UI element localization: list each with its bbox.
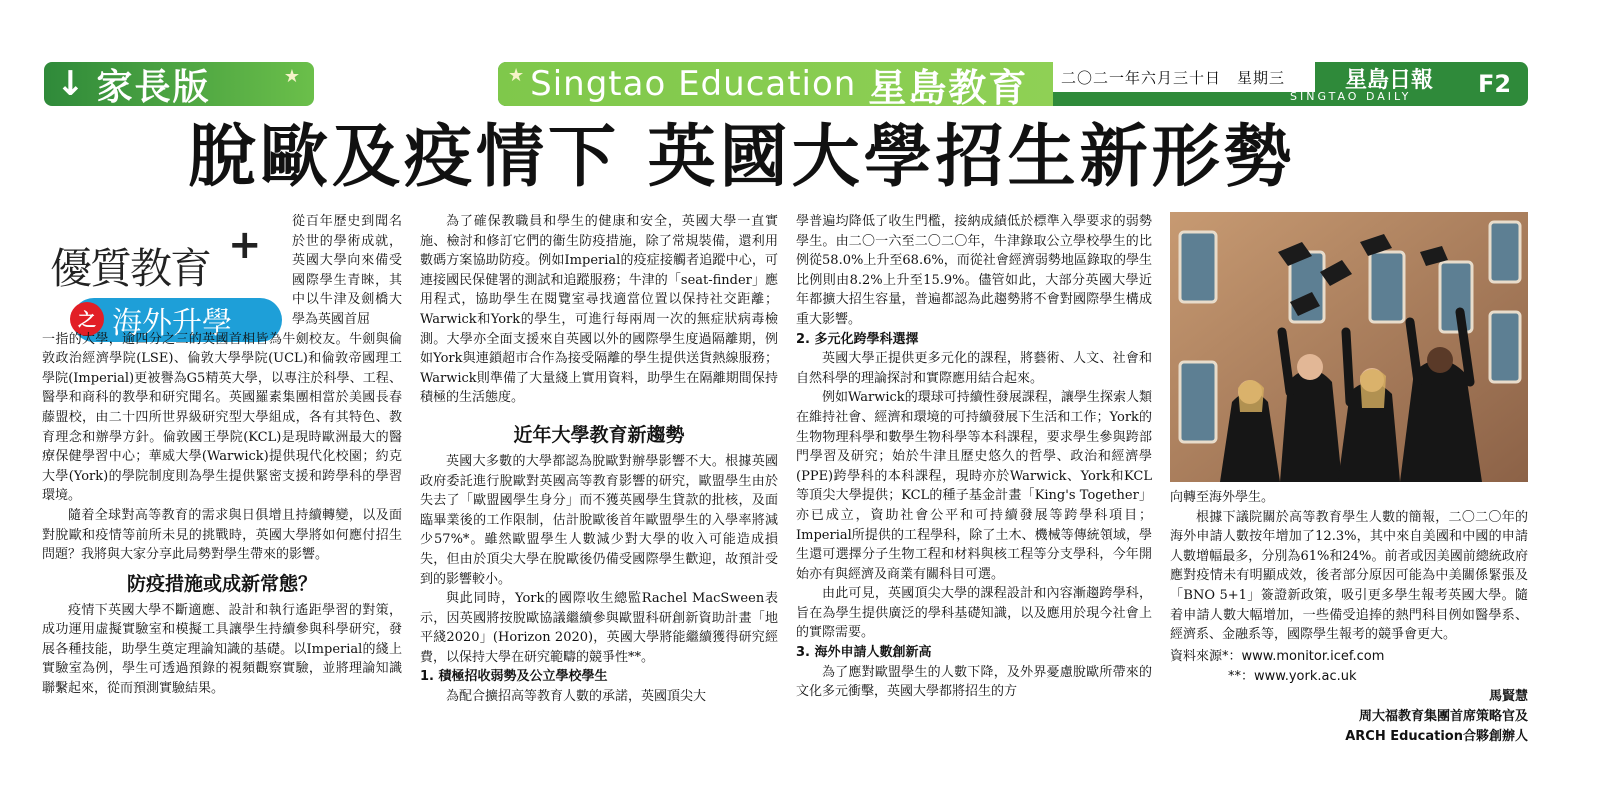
paragraph: 為了確保教職員和學生的健康和安全，英國大學一直實施、檢討和修訂它們的衞生防疫措施，除了常規裝備，還利用數碼方案協助防疫。例如Imperial的疫症接觸者追蹤中心，可連接國民保健署的測試和追蹤服務；牛津的「seat-finder」應用程式，協助學生在閱覽室尋找適當位置以保持社交距離；Warwick和York的學生，可進行每兩周一次的無症狀病毒檢測。大學亦全面支援來自英國以外的國際學生度過隔離期，例如York與連鎖超市合作為接受隔離的學生提供送貨熱線服務；Warwick則準備了大量綫上實用資料，助學生在隔離期間保持積極的生活態度。 — [420, 214, 778, 406]
star-icon: ★ — [283, 66, 302, 87]
paragraph: 向轉至海外學生。 — [1170, 490, 1275, 505]
paragraph: 一指的大學，逾四分之三的英國首相皆為牛劍校友。牛劍與倫敦政治經濟學院(LSE)、倫敦大學學院(UCL)和倫敦帝國理工學院(Imperial)更被譽為G5精英大學，以專注於科學、工程、醫學和商科的教學和研究聞名。英國羅素集團相當於美國長春藤盟校，由二十四所世界級研究型大學組成，各有其特色、教育理念和辦學方針。倫敦國王學院(KCL)是現時歐洲最大的醫療保健學習中心；華威大學(Warwick)提供現代化校園；約克大學(York)的學院制度則為學生提供緊密支援和跨學科的學習環境。 — [42, 331, 402, 504]
brand-english: Singtao Education — [530, 64, 857, 104]
paragraph: 為配合擴招高等教育人數的承諾，英國頂尖大 — [446, 689, 707, 705]
sources — [1170, 647, 1528, 687]
brand-banner — [498, 62, 1053, 110]
page-number: F2 — [1478, 70, 1512, 98]
lead-paragraph: 從百年歷史到聞名於世的學術成就，英國大學向來備受國際學生青睞，其中以牛津及劍橋大學為英國首屈 — [292, 214, 402, 327]
issue-date: 二〇二一年六月三十日 星期三 — [1053, 62, 1315, 92]
paragraph: 隨着全球對高等教育的需求與日俱增且持續轉變，以及面對脫歐和疫情等前所未見的挑戰時，英國大學將如何應付招生問題？我將與大家分享此局勢對學生帶來的影響。 — [42, 507, 402, 563]
column-logo-badge: 之 — [70, 302, 104, 336]
column-logo-pill: 海外升學 — [72, 298, 282, 342]
paragraph: 與此同時，York的國際收生總監Rachel MacSween表示，因英國將按脫歐協議繼續參與歐盟科研創新資助計畫「地平綫2020」(Horizon 2020)，英國大學將能繼續獲得研究經費，以保持大學在研究範疇的競爭性**。 — [420, 591, 778, 665]
paragraph: 根據下議院關於高等教育學生人數的簡報，二〇二〇年的海外申請人數按年增加了12.3%，其中來自美國和中國的申請人數增幅最多，分別為61%和24%。前者或因美國前總統政府應對疫情未有明顯成效，後者部分原因可能為中美關係緊張及「BNO 5+1」簽證新政策，吸引更多學生報考英國大學。隨着申請人數大幅增加，一些備受追捧的熱門科目例如醫學系、經濟系、金融系等，國際學生報考的競爭會更大。 — [1170, 509, 1528, 643]
article-column-3 — [796, 212, 1152, 702]
newspaper-name: 星島日報 — [1345, 68, 1434, 93]
subheading: 近年大學教育新趨勢 — [513, 423, 685, 446]
numbered-heading: 1. 積極招收弱勢及公立學校學生 — [420, 669, 608, 685]
newspaper-name-english: SINGTAO DAILY — [1290, 90, 1412, 103]
source-line: 資料來源*：www.monitor.icef.com — [1170, 648, 1385, 664]
brand-chinese: 星島教育 — [868, 65, 1029, 110]
down-arrow-icon: ↓ — [56, 64, 87, 104]
headline: 脫歐及疫情下 英國大學招生新形勢 — [188, 118, 1296, 197]
paragraph: 由此可見，英國頂尖大學的課程設計和內容漸趨跨學科，旨在為學生提供廣泛的學科基礎知識，以及應用於現今社會上的實際需要。 — [796, 586, 1152, 641]
star-icon: ★ — [508, 64, 525, 86]
paragraph: 例如Warwick的環球可持續性發展課程，讓學生探索人類在維持社會、經濟和環境的可持續發展下生活和工作；York的生物物理科學和數學生物科學等本科課程，要求學生參與跨部門學習及研究；始於牛津且歷史悠久的哲學、政治和經濟學(PPE)跨學科的本科課程，現時亦於Warwick、York和KCL等頂尖大學提供；KCL的種子基金計畫「King's Together」亦已成立，資助社會公平和可持續發展等跨學科項目；Imperial所提供的工程學科，除了土木、機械等傳統領域，學生還可選擇分子生物工程和材料與核工程等分支學科，今年開始亦有與經濟及商業有關科目可選。 — [796, 390, 1152, 582]
section-title: 家長版 — [96, 66, 211, 108]
paragraph: 疫情下英國大學不斷適應、設計和執行遙距學習的對策，成功運用虛擬實驗室和模擬工具讓學生持續參與科學研究，發展各種技能，助學生奠定理論知識的基礎。以Imperial的綫上實驗室為例，學生可透過預錄的視頻觀察實驗，並將理論知識聯繫起來，從而預測實驗結果。 — [42, 602, 402, 697]
subheading: 防疫措施或成新常態？ — [126, 572, 317, 595]
article-column-1 — [42, 212, 402, 699]
paragraph: 英國大學正提供更多元化的課程，將藝術、人文、社會和自然科學的理論探討和實際應用結合起來。 — [796, 351, 1152, 386]
paragraph: 為了應對歐盟學生的人數下降，及外界憂慮脫歐所帶來的文化多元衝擊，英國大學都將招生的方 — [796, 664, 1152, 700]
source-line: **：www.york.ac.uk — [1228, 668, 1357, 684]
plus-icon: + — [228, 222, 262, 268]
column-logo-title: 優質教育 — [50, 244, 211, 293]
graduation-photo — [1170, 212, 1528, 482]
numbered-heading: 2. 多元化跨學科選擇 — [796, 331, 919, 347]
section-tab — [44, 62, 314, 106]
article-column-2 — [420, 212, 778, 707]
author-name: 馬賢慧 — [1488, 688, 1528, 704]
article-column-4 — [1170, 488, 1528, 747]
paragraph: 英國大多數的大學都認為脫歐對辦學影響不大。根據英國政府委託進行脫歐對英國高等教育影響的研究，歐盟學生由於失去了「歐盟國學生身分」而不獲英國學生貸款的批核，及面臨畢業後的工作限制，估計脫歐後首年歐盟學生的入學率將減少57%*。雖然歐盟學生人數減少對大學的收入可能造成損失，但由於頂尖大學在脫歐後仍備受國際學生歡迎，故預計受到的影響較小。 — [420, 453, 778, 587]
paragraph: 學普遍均降低了收生門檻，接納成績低於標準入學要求的弱勢學生。由二〇一六至二〇二〇年，牛津錄取公立學校學生的比例從58.0%上升至68.6%，而從社會經濟弱勢地區錄取的學生比例則由8.2%上升至15.9%。儘管如此，大部分英國大學近年都擴大招生容量，普遍都認為此趨勢將不會對國際學生構成重大影響。 — [796, 214, 1152, 327]
author-title: 周大福教育集團首席策略官及 — [1358, 708, 1528, 724]
numbered-heading: 3. 海外申請人數創新高 — [796, 645, 932, 661]
author-byline — [1170, 687, 1528, 747]
author-title: ARCH Education合夥創辦人 — [1345, 728, 1528, 744]
